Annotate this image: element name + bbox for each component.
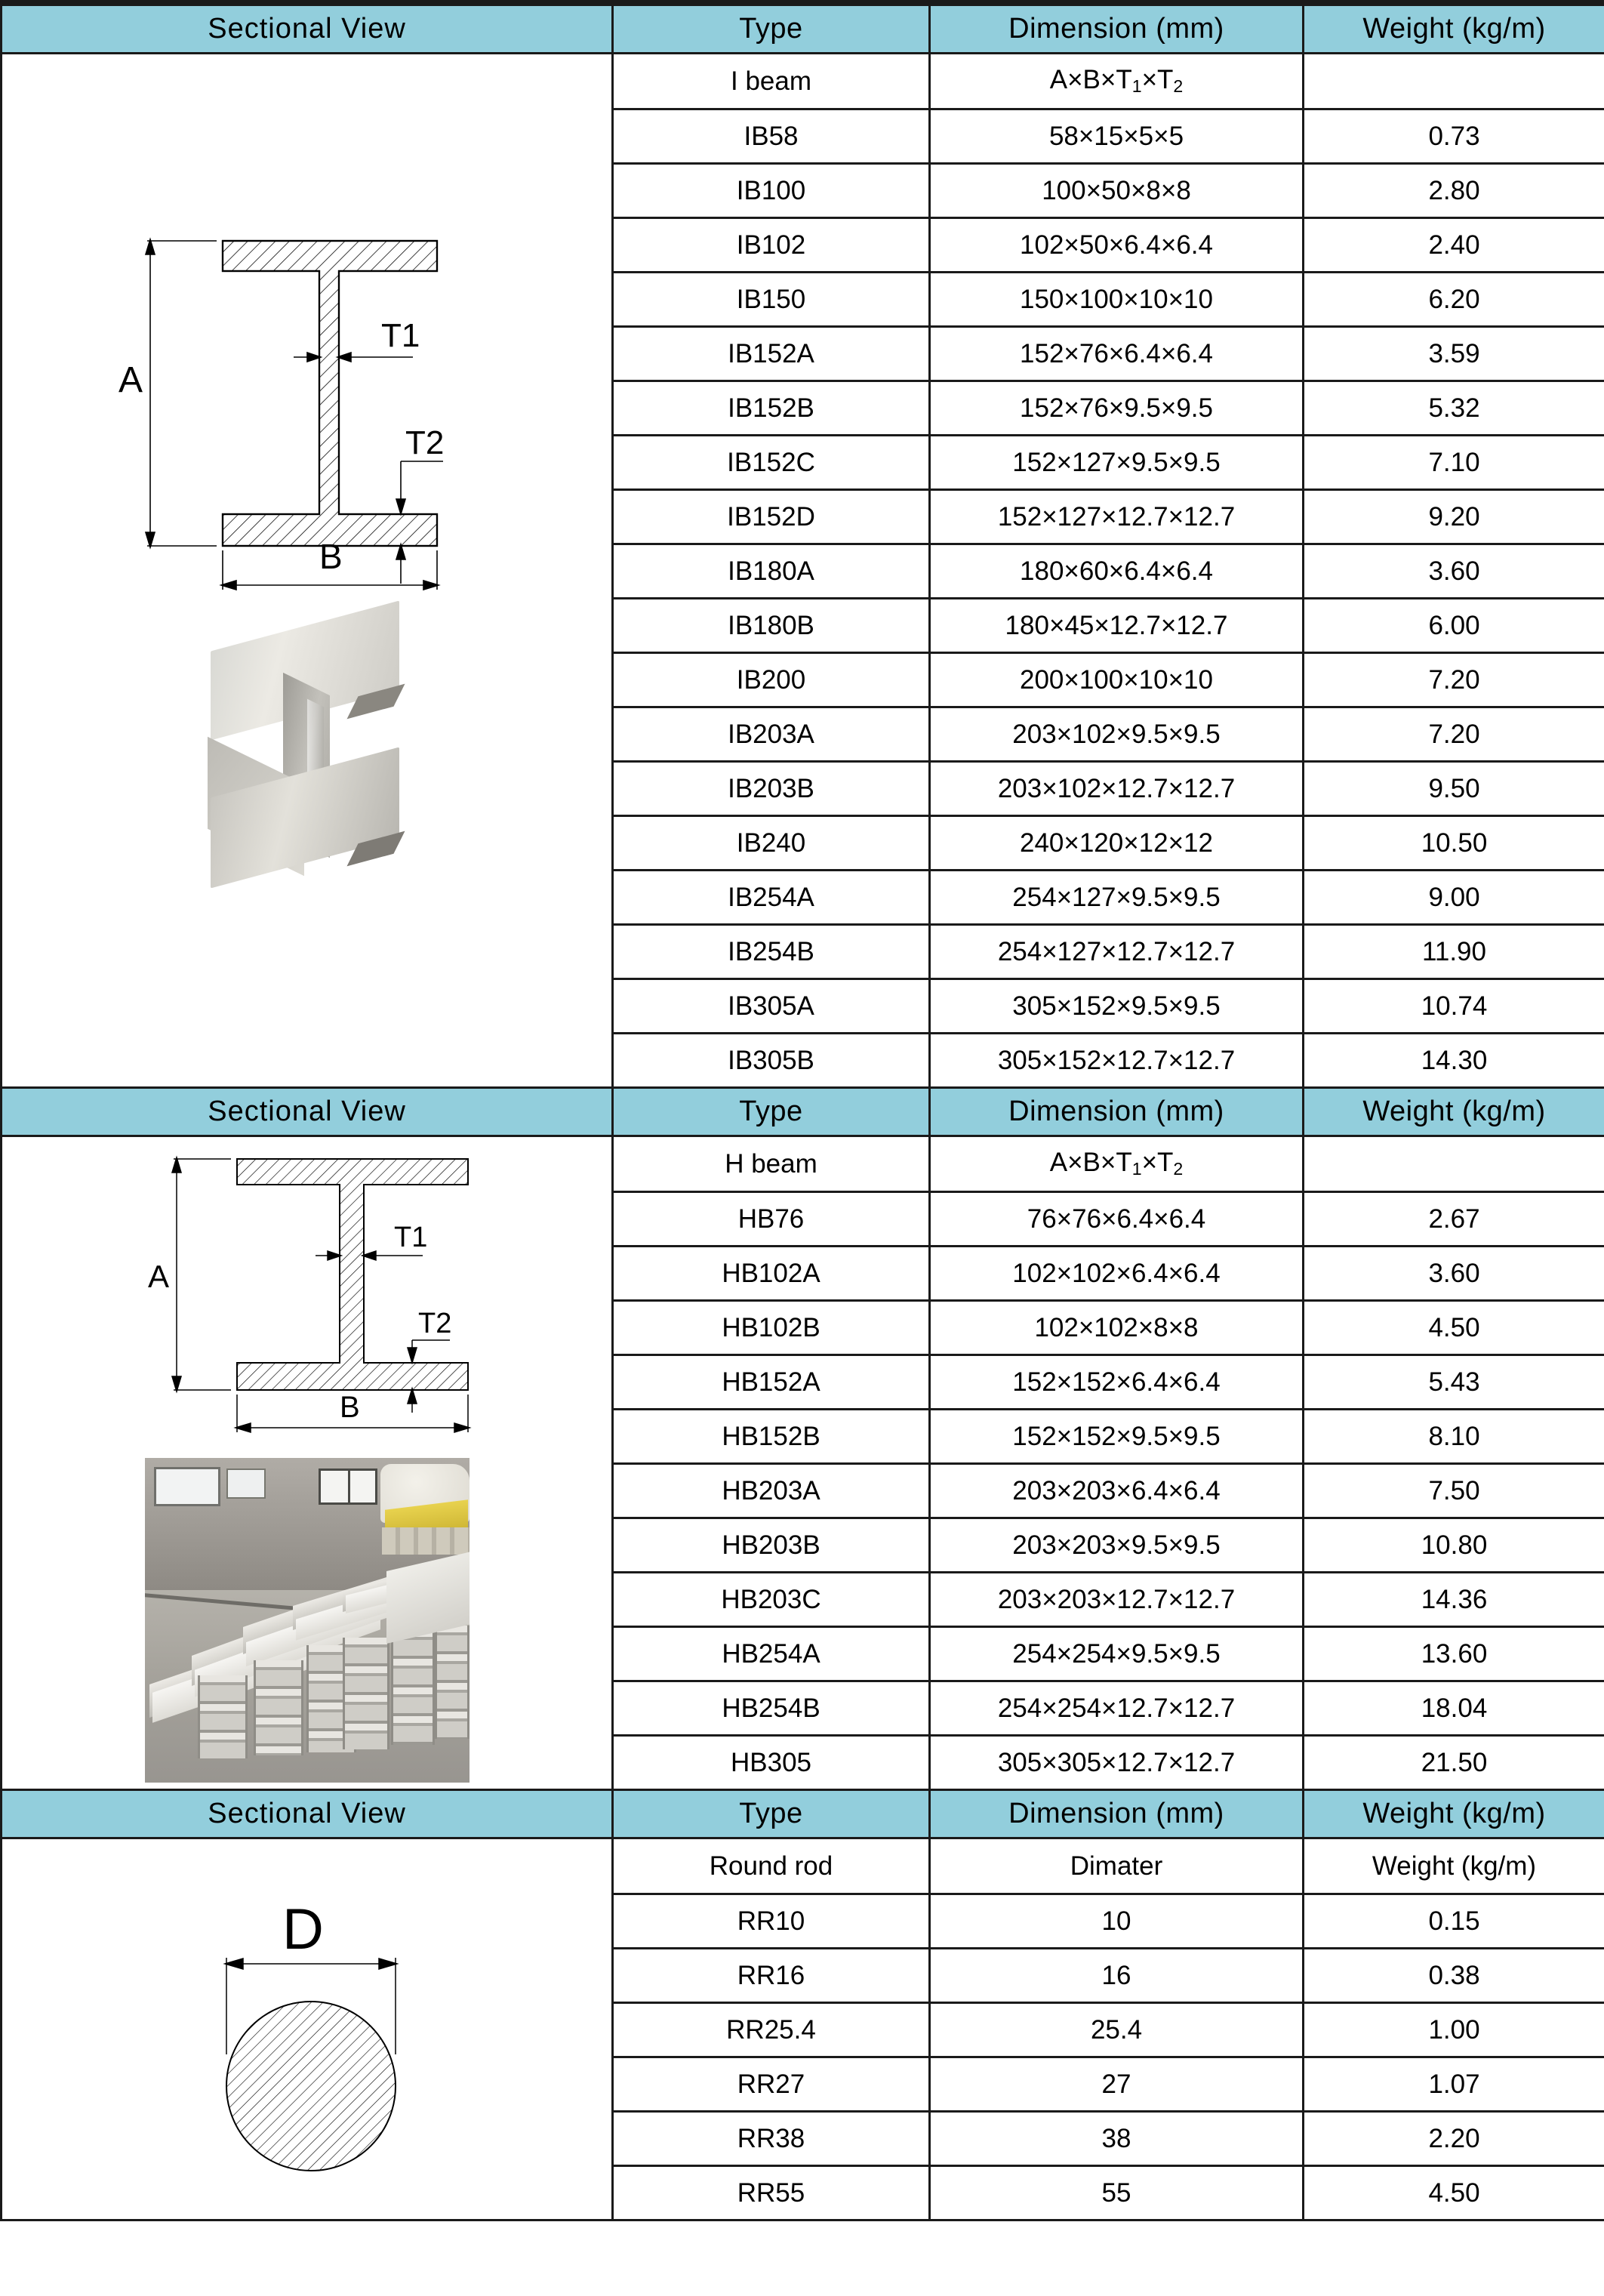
subheader-dimension: $A\times B\times T_1\times T_2$ xyxy=(930,1136,1304,1192)
cell-weight: 11.90 xyxy=(1304,925,1604,979)
cell-type: IB102 xyxy=(613,218,930,273)
cell-dimension: 16 xyxy=(930,1949,1304,2003)
cell-dimension: 203×203×6.4×6.4 xyxy=(930,1464,1304,1518)
cell-type: IB200 xyxy=(613,653,930,707)
round-rod-cross-section-drawing xyxy=(168,1852,447,2207)
column-header-dimension: Dimension (mm) xyxy=(930,1088,1304,1136)
column-header-type: Type xyxy=(613,5,930,54)
column-header-sectional-view: Sectional View xyxy=(2,5,613,54)
cell-type: RR16 xyxy=(613,1949,930,2003)
column-header-type: Type xyxy=(613,1088,930,1136)
cell-dimension: 254×127×12.7×12.7 xyxy=(930,925,1304,979)
cell-type: IB152D xyxy=(613,490,930,544)
cell-type: IB180B xyxy=(613,599,930,653)
cell-type: RR10 xyxy=(613,1894,930,1949)
sectional-view-cell-i-beam xyxy=(2,54,613,1088)
cell-dimension: 25.4 xyxy=(930,2003,1304,2057)
cell-type: IB152A xyxy=(613,327,930,381)
column-header-dimension: Dimension (mm) xyxy=(930,5,1304,54)
svg-text:T2: T2 xyxy=(417,1307,451,1339)
cell-weight: 5.32 xyxy=(1304,381,1604,436)
cell-type: IB152C xyxy=(613,436,930,490)
column-header-weight: Weight (kg/m) xyxy=(1304,1790,1604,1838)
cell-dimension: 203×203×12.7×12.7 xyxy=(930,1573,1304,1627)
subheader-type: H beam xyxy=(613,1136,930,1192)
cell-weight: 0.73 xyxy=(1304,109,1604,164)
sectional-view-cell-h-beam xyxy=(2,1136,613,1790)
i-beam-cross-section-drawing xyxy=(96,212,519,605)
cell-type: IB254B xyxy=(613,925,930,979)
cell-dimension: 180×45×12.7×12.7 xyxy=(930,599,1304,653)
subheader-dimension: $A\times B\times T_1\times T_2$ xyxy=(930,54,1304,109)
cell-weight: 7.50 xyxy=(1304,1464,1604,1518)
cell-weight: 2.40 xyxy=(1304,218,1604,273)
dim-label-t2: T2 xyxy=(405,424,444,461)
dim-label-t1: T1 xyxy=(380,316,420,354)
svg-text:B: B xyxy=(319,536,343,576)
cell-type: IB100 xyxy=(613,164,930,218)
svg-text:B: B xyxy=(339,1390,360,1424)
cell-dimension: 180×60×6.4×6.4 xyxy=(930,544,1304,599)
cell-dimension: 55 xyxy=(930,2166,1304,2220)
cell-type: HB203B xyxy=(613,1518,930,1573)
cell-weight: 2.67 xyxy=(1304,1192,1604,1247)
cell-dimension: 102×102×8×8 xyxy=(930,1301,1304,1355)
cell-weight: 21.50 xyxy=(1304,1736,1604,1790)
cell-type: IB150 xyxy=(613,273,930,327)
cell-weight: 9.00 xyxy=(1304,871,1604,925)
cell-weight: 10.80 xyxy=(1304,1518,1604,1573)
cell-weight: 6.00 xyxy=(1304,599,1604,653)
cell-type: HB203C xyxy=(613,1573,930,1627)
cell-weight: 10.50 xyxy=(1304,816,1604,871)
cell-dimension: 203×102×12.7×12.7 xyxy=(930,762,1304,816)
cell-dimension: 200×100×10×10 xyxy=(930,653,1304,707)
cell-type: IB180A xyxy=(613,544,930,599)
cell-type: IB240 xyxy=(613,816,930,871)
cell-weight: 9.20 xyxy=(1304,490,1604,544)
cell-type: RR25.4 xyxy=(613,2003,930,2057)
cell-weight: 8.10 xyxy=(1304,1410,1604,1464)
svg-text:A: A xyxy=(147,1258,169,1294)
cell-dimension: 102×102×6.4×6.4 xyxy=(930,1247,1304,1301)
cell-weight: 0.38 xyxy=(1304,1949,1604,2003)
subheader-type: I beam xyxy=(613,54,930,109)
cell-weight: 0.15 xyxy=(1304,1894,1604,1949)
cell-type: HB152B xyxy=(613,1410,930,1464)
cell-weight: 13.60 xyxy=(1304,1627,1604,1681)
cell-dimension: 152×152×9.5×9.5 xyxy=(930,1410,1304,1464)
cell-weight: 3.60 xyxy=(1304,1247,1604,1301)
cell-weight: 4.50 xyxy=(1304,1301,1604,1355)
subheader-type: Round rod xyxy=(613,1838,930,1894)
cell-type: HB76 xyxy=(613,1192,930,1247)
cell-type: HB152A xyxy=(613,1355,930,1410)
cell-weight: 9.50 xyxy=(1304,762,1604,816)
cell-dimension: 102×50×6.4×6.4 xyxy=(930,218,1304,273)
cell-dimension: 150×100×10×10 xyxy=(930,273,1304,327)
cell-weight: 2.80 xyxy=(1304,164,1604,218)
cell-dimension: 203×203×9.5×9.5 xyxy=(930,1518,1304,1573)
h-beam-warehouse-photo xyxy=(145,1458,470,1783)
cell-weight: 3.60 xyxy=(1304,544,1604,599)
cell-dimension: 27 xyxy=(930,2057,1304,2112)
cell-weight: 14.36 xyxy=(1304,1573,1604,1627)
column-header-type: Type xyxy=(613,1790,930,1838)
cell-dimension: 100×50×8×8 xyxy=(930,164,1304,218)
subheader-weight xyxy=(1304,54,1604,109)
cell-weight: 4.50 xyxy=(1304,2166,1604,2220)
steel-profile-spec-table xyxy=(0,4,1604,2221)
cell-type: HB254B xyxy=(613,1681,930,1736)
subheader-dimension: Dimater xyxy=(930,1838,1304,1894)
cell-type: IB152B xyxy=(613,381,930,436)
cell-dimension: 152×127×12.7×12.7 xyxy=(930,490,1304,544)
subheader-row-round-rod xyxy=(2,1838,1604,1894)
cell-weight: 14.30 xyxy=(1304,1034,1604,1088)
cell-type: IB203B xyxy=(613,762,930,816)
cell-weight: 3.59 xyxy=(1304,327,1604,381)
dim-label-a: A xyxy=(118,359,143,400)
cell-type: HB102A xyxy=(613,1247,930,1301)
cell-weight: 6.20 xyxy=(1304,273,1604,327)
cell-dimension: 152×76×6.4×6.4 xyxy=(930,327,1304,381)
column-header-sectional-view: Sectional View xyxy=(2,1088,613,1136)
svg-text:T1: T1 xyxy=(393,1221,427,1253)
cell-type: IB203A xyxy=(613,707,930,762)
svg-text:D: D xyxy=(282,1897,324,1962)
cell-type: IB305B xyxy=(613,1034,930,1088)
cell-type: IB58 xyxy=(613,109,930,164)
cell-type: IB305A xyxy=(613,979,930,1034)
sectional-view-cell-round-rod xyxy=(2,1838,613,2220)
subheader-row-h-beam xyxy=(2,1136,1604,1192)
cell-dimension: 76×76×6.4×6.4 xyxy=(930,1192,1304,1247)
cell-weight: 7.20 xyxy=(1304,707,1604,762)
cell-weight: 5.43 xyxy=(1304,1355,1604,1410)
cell-weight: 10.74 xyxy=(1304,979,1604,1034)
column-header-dimension: Dimension (mm) xyxy=(930,1790,1304,1838)
cell-dimension: 254×127×9.5×9.5 xyxy=(930,871,1304,925)
cell-type: IB254A xyxy=(613,871,930,925)
subheader-row-i-beam xyxy=(2,54,1604,109)
cell-dimension: 203×102×9.5×9.5 xyxy=(930,707,1304,762)
cell-weight: 1.07 xyxy=(1304,2057,1604,2112)
h-beam-cross-section-drawing xyxy=(130,1144,485,1453)
cell-dimension: 305×152×12.7×12.7 xyxy=(930,1034,1304,1088)
cell-dimension: 240×120×12×12 xyxy=(930,816,1304,871)
section-header-row-round-rod xyxy=(2,1790,1604,1838)
section-header-row-i-beam xyxy=(2,5,1604,54)
cell-weight: 7.20 xyxy=(1304,653,1604,707)
cell-type: RR55 xyxy=(613,2166,930,2220)
section-header-row-h-beam xyxy=(2,1088,1604,1136)
cell-dimension: 58×15×5×5 xyxy=(930,109,1304,164)
subheader-weight: Weight (kg/m) xyxy=(1304,1838,1604,1894)
cell-dimension: 305×305×12.7×12.7 xyxy=(930,1736,1304,1790)
cell-type: HB102B xyxy=(613,1301,930,1355)
column-header-weight: Weight (kg/m) xyxy=(1304,5,1604,54)
cell-type: HB203A xyxy=(613,1464,930,1518)
cell-dimension: 152×127×9.5×9.5 xyxy=(930,436,1304,490)
cell-dimension: 254×254×9.5×9.5 xyxy=(930,1627,1304,1681)
cell-type: HB305 xyxy=(613,1736,930,1790)
cell-type: RR27 xyxy=(613,2057,930,2112)
cell-dimension: 152×76×9.5×9.5 xyxy=(930,381,1304,436)
i-beam-product-photo xyxy=(194,612,420,929)
cell-weight: 1.00 xyxy=(1304,2003,1604,2057)
cell-dimension: 254×254×12.7×12.7 xyxy=(930,1681,1304,1736)
cell-dimension: 10 xyxy=(930,1894,1304,1949)
column-header-sectional-view: Sectional View xyxy=(2,1790,613,1838)
column-header-weight: Weight (kg/m) xyxy=(1304,1088,1604,1136)
cell-dimension: 305×152×9.5×9.5 xyxy=(930,979,1304,1034)
cell-type: RR38 xyxy=(613,2112,930,2166)
cell-dimension: 152×152×6.4×6.4 xyxy=(930,1355,1304,1410)
cell-weight: 7.10 xyxy=(1304,436,1604,490)
cell-weight: 18.04 xyxy=(1304,1681,1604,1736)
subheader-weight xyxy=(1304,1136,1604,1192)
cell-dimension: 38 xyxy=(930,2112,1304,2166)
cell-type: HB254A xyxy=(613,1627,930,1681)
cell-weight: 2.20 xyxy=(1304,2112,1604,2166)
